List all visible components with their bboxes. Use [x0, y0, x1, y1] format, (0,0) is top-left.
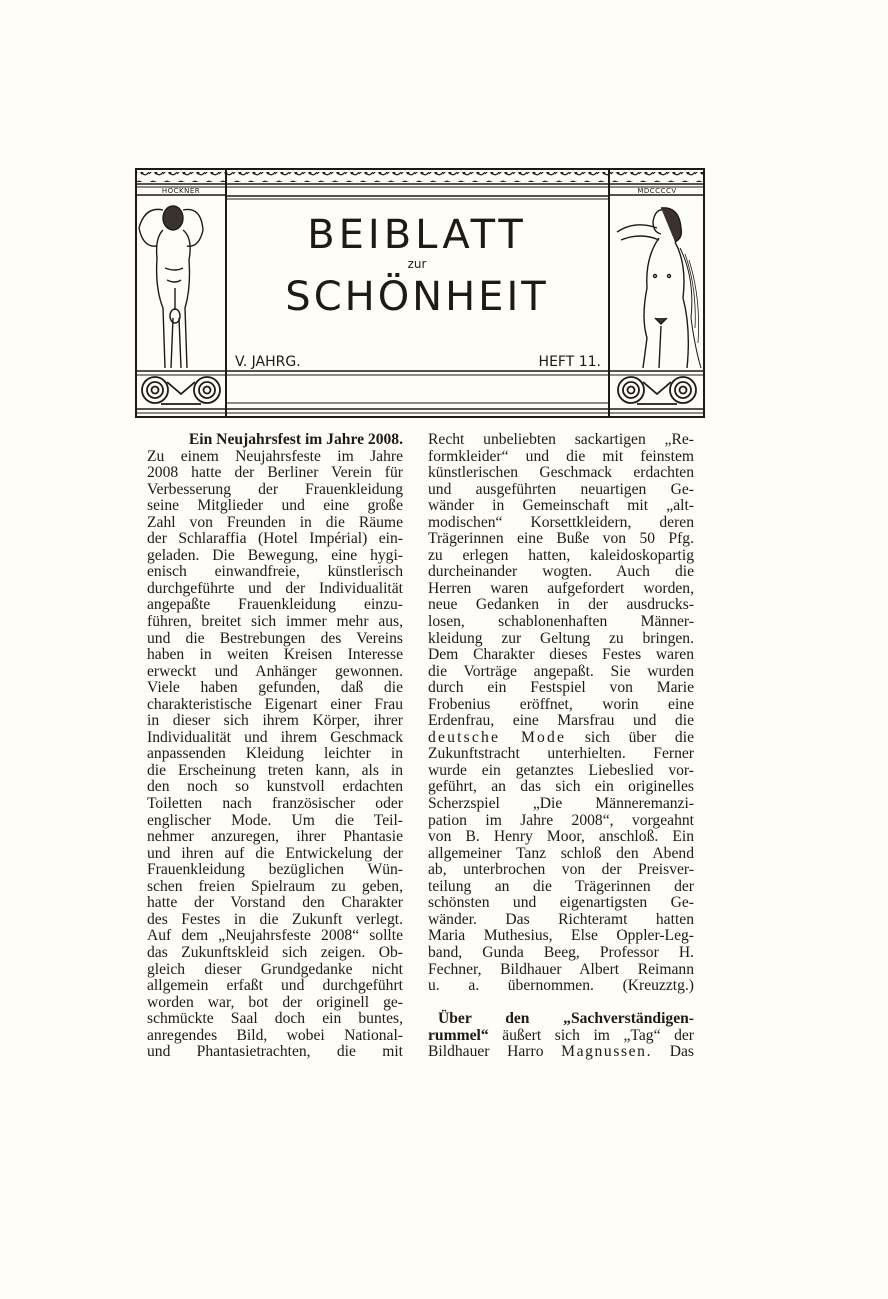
text-line: das Zukunftskleid sich zeigen. Ob-: [147, 943, 403, 961]
article2-line3-end: Das: [669, 1043, 694, 1061]
text-line: geladen. Die Bewegung, eine hygi-: [147, 546, 403, 564]
text-line: pation im Jahre 2008“, vorgeahnt: [428, 811, 694, 829]
text-line: Viele haben gefunden, daß die: [147, 679, 403, 697]
text-line: erweckt und Anhänger gewonnen.: [147, 662, 403, 680]
text-line: englischer Mode. Um die Teil-: [147, 811, 403, 829]
article2-line2: [428, 1028, 694, 1045]
text-line: durch ein Festspiel von Marie: [428, 679, 694, 697]
article-heading: Ein Neujahrsfest im Jahre 2008.: [188, 431, 403, 448]
closing-text: u. a. übernommen.: [428, 977, 594, 995]
article2-line3: [428, 1044, 694, 1061]
volume-label: V. JAHRG.: [235, 354, 301, 370]
text-line: von B. Henry Moor, anschloß. Ein: [428, 828, 694, 846]
article2-heading-line1: Über den „Sachverständigen-: [438, 1010, 694, 1028]
article-body-right: [428, 432, 694, 730]
text-line: Herren waren aufgefordert worden,: [428, 579, 694, 597]
text-line: führen, breitet sich immer mehr aus,: [147, 613, 403, 631]
text-line: anpassenden Kleidung leichter in: [147, 745, 403, 763]
text-line: zu erlegen hatten, kaleidoskopartig: [428, 546, 694, 564]
masthead-title-small: zur: [407, 257, 427, 271]
text-line: charakteristische Eigenart einer Frau: [147, 695, 403, 713]
text-line: band, Gunda Beeg, Professor H.: [428, 943, 694, 961]
text-line: der Schlaraffia (Hotel Impérial) ein-: [147, 530, 403, 548]
text-line: allgemein erfaßt und durchgeführt: [147, 977, 403, 995]
article2-line2-rest: äußert sich im „Tag“ der: [502, 1026, 694, 1044]
text-line: schmückte Saal doch ein buntes,: [147, 1010, 403, 1028]
text-line: modischen“ Korsettkleidern, deren: [428, 513, 694, 531]
text-line: ab, unterbrochen von der Preisver-: [428, 861, 694, 879]
text-line: und ausgeführten neuartigen Ge-: [428, 480, 694, 498]
text-line: Trägerinnen eine Buße von 50 Pfg.: [428, 530, 694, 548]
text-line: Individualität und ihrem Geschmack: [147, 728, 403, 746]
text-line: Frobenius eröffnet, worin eine: [428, 695, 694, 713]
article-body-left: [147, 449, 403, 1061]
text-line: Toiletten nach französischer oder: [147, 795, 403, 813]
text-line: Zukunftstracht unterhielten. Ferner: [428, 745, 694, 763]
text-line: Fechner, Bildhauer Albert Reimann: [428, 960, 694, 978]
artist-signature: HÖCKNER: [161, 187, 201, 195]
issue-label: HEFT 11.: [538, 354, 601, 370]
text-line: Auf dem „Neujahrsfeste 2008“ sollte: [147, 927, 403, 945]
text-line: wurde ein getanztes Liebeslied vor-: [428, 761, 694, 779]
article2-line3-start: Bildhauer Harro: [428, 1043, 544, 1061]
ionic-capital-left: [142, 377, 220, 404]
spaced-line: [428, 730, 694, 747]
masthead: [135, 168, 705, 418]
text-line: geführt, an das sich ein originelles: [428, 778, 694, 796]
masthead-illustration: [135, 168, 705, 418]
text-line: die Vorträge angepaßt. Sie wurden: [428, 662, 694, 680]
text-line: worden war, bot der originell ge-: [147, 993, 403, 1011]
text-line: 2008 hatte der Berliner Verein für: [147, 464, 403, 482]
text-line: durchgeführte und der Individualität: [147, 579, 403, 597]
text-line: hatte der Vorstand den Charakter: [147, 894, 403, 912]
masthead-title-line2: SCHÖNHEIT: [285, 274, 549, 320]
masthead-title: [285, 212, 548, 320]
text-line: gleich dieser Grundgedanke nicht: [147, 960, 403, 978]
source-citation: (Kreuzztg.): [622, 977, 694, 995]
text-line: und Phantasietrachten, die mit: [147, 1043, 403, 1061]
text-line: nehmer anzuregen, ihrer Phantasie: [147, 828, 403, 846]
text-line: Frauenkleidung bezüglichen Wün-: [147, 861, 403, 879]
text-line: die Erscheinung treten kann, als in: [147, 761, 403, 779]
text-line: Maria Muthesius, Else Oppler-Leg-: [428, 927, 694, 945]
text-line: durcheinander wogten. Auch die: [428, 563, 694, 581]
text-line: seine Mitglieder und eine große: [147, 497, 403, 515]
text-line: enisch einwandfreie, künstlerisch: [147, 563, 403, 581]
text-line: und ihren auf die Entwickelung der: [147, 844, 403, 862]
text-line: wänder. Das Richteramt hatten: [428, 910, 694, 928]
masthead-title-line1: BEIBLATT: [307, 212, 527, 258]
text-line: wänder in Gemeinschaft mit „alt-: [428, 497, 694, 515]
text-line: haben in weiten Kreisen Interesse: [147, 646, 403, 664]
text-line: Dem Charakter dieses Festes waren: [428, 646, 694, 664]
text-line: formkleider“ und die mit feinstem: [428, 447, 694, 465]
text-line: des Festes in die Zukunft verlegt.: [147, 910, 403, 928]
paragraph-gap: [428, 995, 694, 1012]
text-line: Verbesserung der Frauenkleidung: [147, 480, 403, 498]
text-line: schen freien Spielraum zu geben,: [147, 877, 403, 895]
text-line: Recht unbeliebten sackartigen „Re-: [428, 431, 694, 448]
article-body-right-continued: [428, 746, 694, 978]
spaced-line-rest: sich über die: [584, 728, 694, 746]
column-left: [147, 432, 403, 1061]
article2-heading-end: rummel“: [428, 1026, 489, 1044]
text-line: kleidung zur Geltung zu bringen.: [428, 629, 694, 647]
text-line: Erdenfrau, eine Marsfrau und die: [428, 712, 694, 730]
text-line: den noch so kunstvoll erdachten: [147, 778, 403, 796]
article2-name-spaced: Magnussen.: [561, 1043, 653, 1061]
text-line: Zu einem Neujahrsfeste im Jahre: [147, 447, 403, 465]
text-line: allgemeiner Tanz schloß den Abend: [428, 844, 694, 862]
spaced-phrase: deutsche Mode: [428, 728, 567, 746]
ionic-capital-right: [618, 377, 696, 404]
text-line: Zahl von Freunden in die Räume: [147, 513, 403, 531]
text-line: schönsten und eigenartigsten Ge-: [428, 894, 694, 912]
text-line: und die Bestrebungen des Vereins: [147, 629, 403, 647]
text-line: anregendes Bild, wobei National-: [147, 1026, 403, 1044]
text-line: neue Gedanken in der ausdrucks-: [428, 596, 694, 614]
text-line: Scherzspiel „Die Männeremanzi-: [428, 795, 694, 813]
text-line: angepaßte Frauenkleidung einzu-: [147, 596, 403, 614]
text-line: künstlerischen Geschmack erdachten: [428, 464, 694, 482]
text-line: teilung an die Trägerinnen der: [428, 877, 694, 895]
year-roman-numeral: MDCCCCV: [637, 187, 677, 195]
column-right: [428, 432, 694, 1061]
female-figure-illustration: [617, 208, 701, 368]
text-line: in dieser sich ihrem Körper, ihrer: [147, 712, 403, 730]
male-figure-illustration: [139, 206, 203, 368]
text-line: losen, schablonenhaften Männer-: [428, 613, 694, 631]
closing-line: [428, 978, 694, 995]
